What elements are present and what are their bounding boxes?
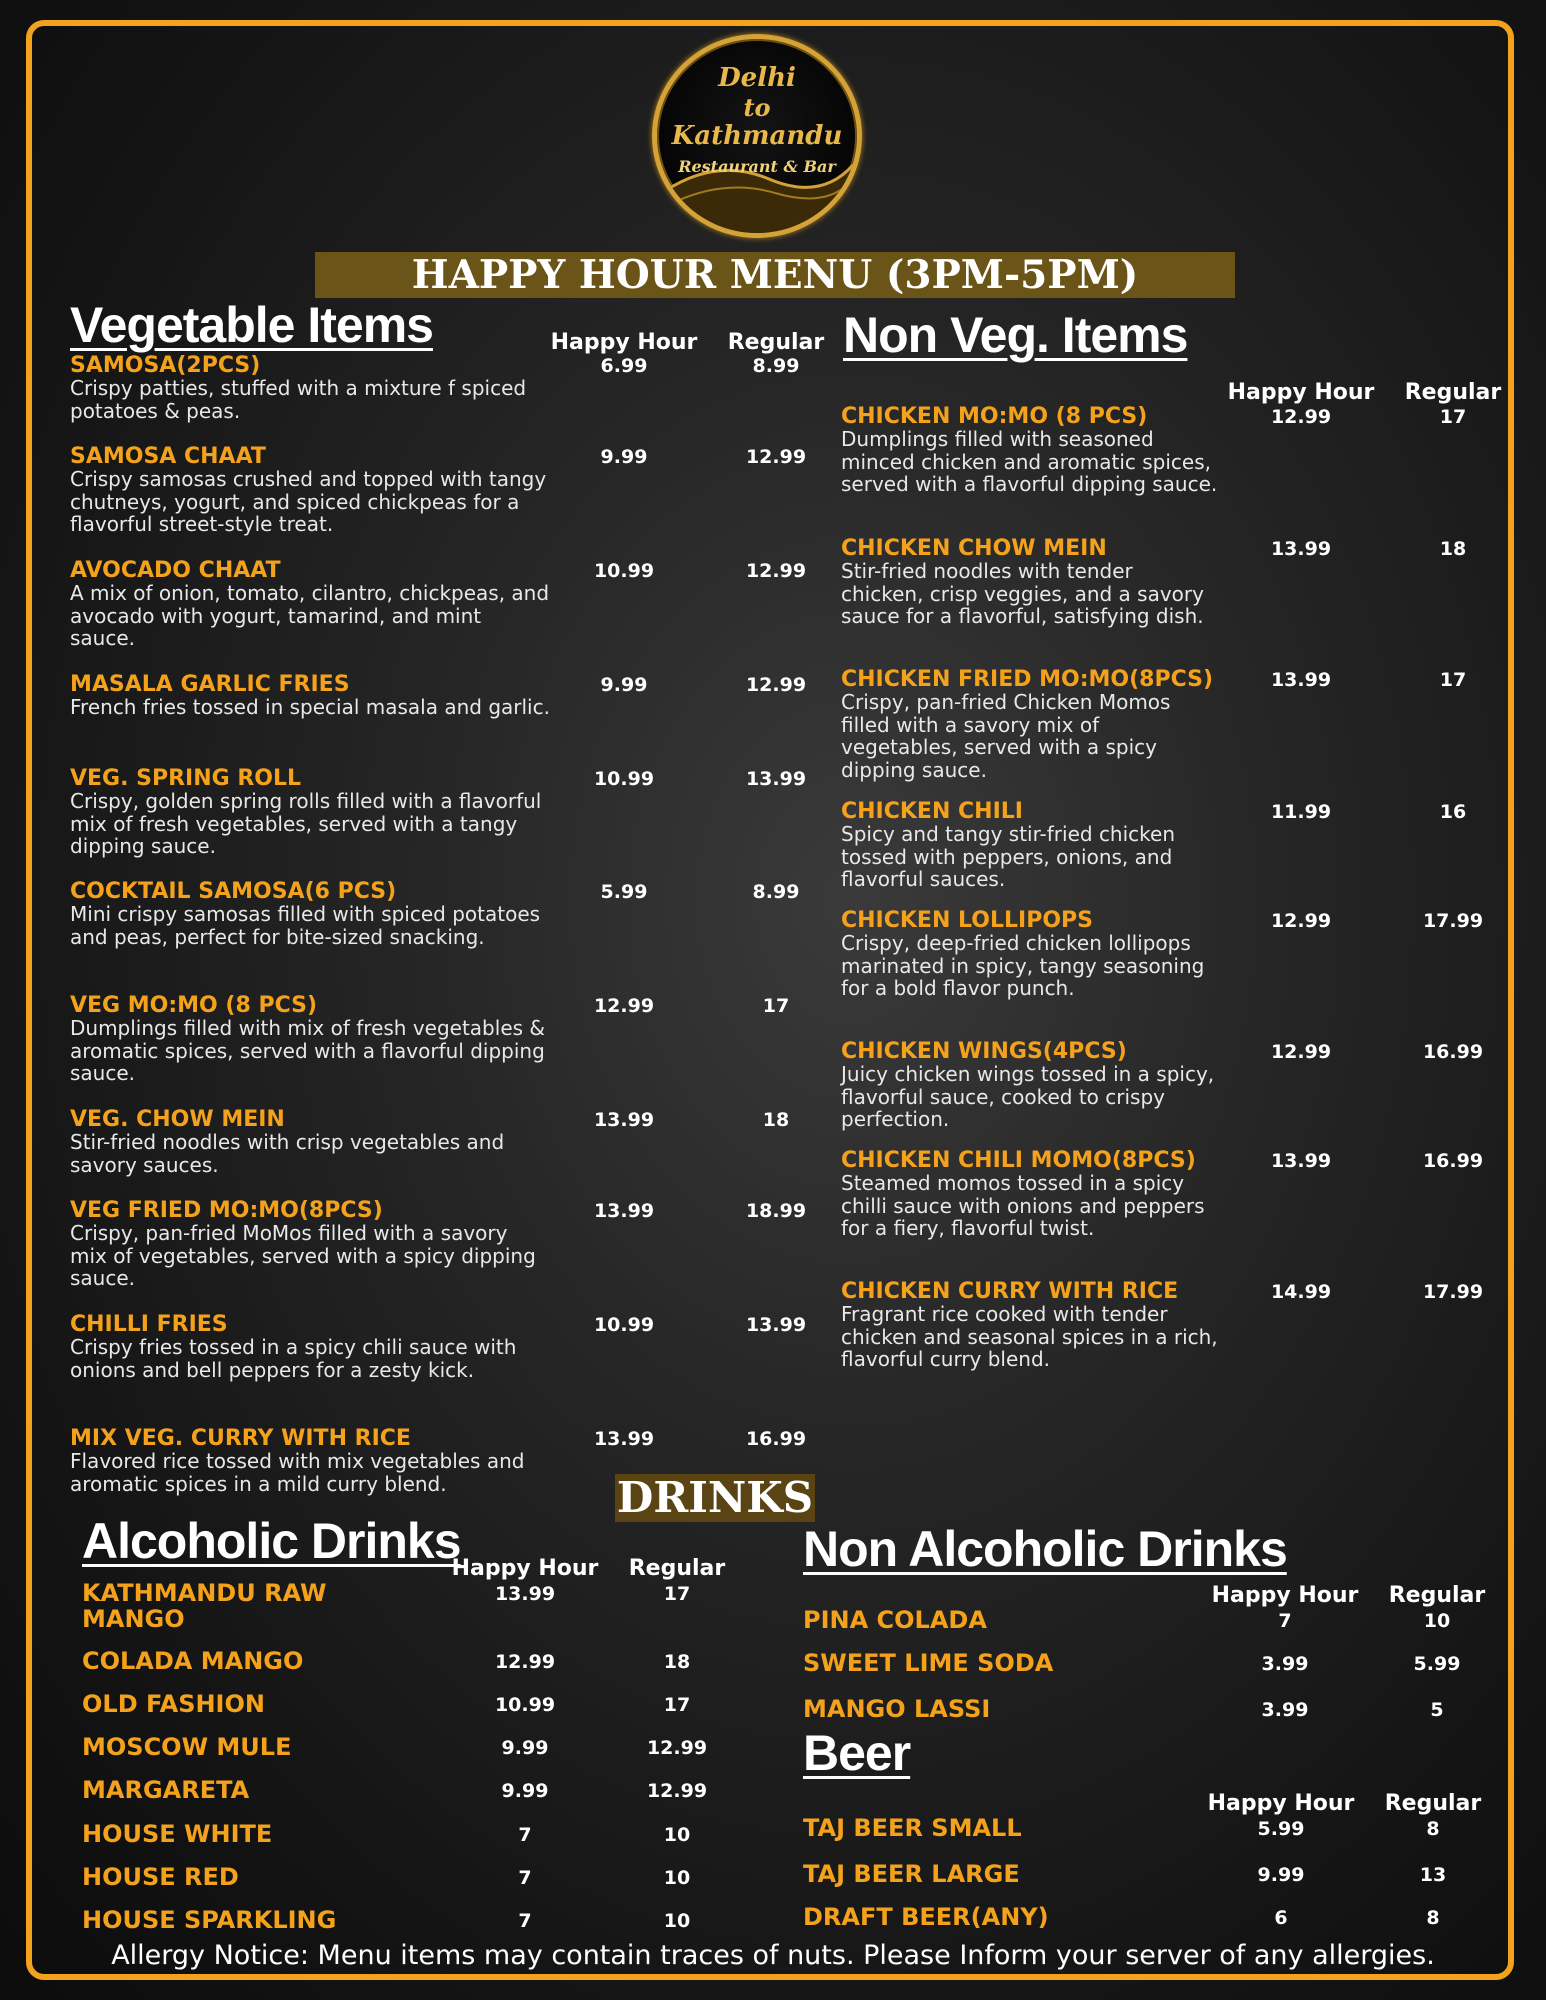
veg-item-regular-price: 17 — [762, 995, 790, 1017]
veg-item-happy-price: 10.99 — [593, 560, 655, 582]
nonveg-item-desc: Spicy and tangy stir-fried chicken tossed with peppers, onions, and flavorful sauces. — [841, 822, 1176, 891]
veg-section-title: Vegetable Items — [70, 297, 433, 353]
veg-item-name: SAMOSA CHAAT — [70, 444, 266, 469]
veg-item-desc: Dumplings filled with mix of fresh vegetables & aromatic spices, served with a flavorful dipping sauce. — [70, 1016, 545, 1085]
nonveg-item-happy-price: 14.99 — [1270, 1281, 1332, 1303]
veg-item-regular-price: 8.99 — [752, 881, 800, 903]
veg-item-name: VEG FRIED MO:MO(8PCS) — [70, 1198, 383, 1223]
alcoholic-item-regular-price: 10 — [663, 1910, 691, 1932]
veg-item-regular-price: 12.99 — [745, 560, 807, 582]
nonveg-item-name: CHICKEN CHOW MEIN — [841, 536, 1107, 561]
alcoholic-item-name: COLADA MANGO — [82, 1647, 304, 1675]
alcoholic-item-regular-price: 12.99 — [646, 1780, 708, 1802]
allergy-notice: Allergy Notice: Menu items may contain traces of nuts. Please Inform your server of any allergies. — [111, 1940, 1435, 1971]
nonalcoholic-item-regular-price: 5.99 — [1413, 1653, 1461, 1675]
veg-item-desc: French fries tossed in special masala and garlic. — [70, 695, 550, 719]
nonveg-item-name: CHICKEN CURRY WITH RICE — [841, 1279, 1179, 1304]
nonalcoholic-item-name: SWEET LIME SODA — [803, 1649, 1054, 1677]
alcoholic-item-name: HOUSE RED — [82, 1863, 239, 1891]
nonveg-col-happy: Happy Hour — [1227, 380, 1375, 405]
alcoholic-item-name: MOSCOW MULE — [82, 1733, 292, 1761]
alcoholic-item-name: HOUSE WHITE — [82, 1820, 273, 1848]
nonalcoholic-col-happy: Happy Hour — [1211, 1583, 1359, 1608]
alcoholic-item-regular-price: 10 — [663, 1824, 691, 1846]
veg-item-desc: Flavored rice tossed with mix vegetables and aromatic spices in a mild curry blend. — [70, 1449, 525, 1496]
beer-item-regular-price: 8 — [1426, 1907, 1440, 1929]
veg-item-desc: A mix of onion, tomato, cilantro, chickpeas, and avocado with yogurt, tamarind, and mint sauce. — [70, 581, 550, 650]
logo-line-2: to — [743, 93, 771, 122]
alcoholic-item-happy-price: 12.99 — [494, 1651, 556, 1673]
veg-item-desc: Crispy patties, stuffed with a mixture f spiced potatoes & peas. — [70, 376, 527, 423]
nonalcoholic-item-name: MANGO LASSI — [803, 1695, 991, 1723]
veg-item-regular-price: 8.99 — [752, 355, 800, 377]
veg-item-happy-price: 12.99 — [593, 995, 655, 1017]
nonveg-item-happy-price: 12.99 — [1270, 406, 1332, 428]
veg-item-regular-price: 16.99 — [745, 1428, 807, 1450]
veg-item-desc: Stir-fried noodles with crisp vegetables and savory sauces. — [70, 1130, 505, 1177]
nonveg-item-name: CHICKEN MO:MO (8 PCS) — [841, 404, 1148, 429]
nonveg-item-regular-price: 17.99 — [1422, 1281, 1484, 1303]
alcoholic-item-name: OLD FASHION — [82, 1690, 265, 1718]
nonveg-col-regular: Regular — [1404, 380, 1502, 405]
nonveg-item-name: CHICKEN LOLLIPOPS — [841, 908, 1093, 933]
logo-line-4: Restaurant & Bar — [678, 157, 836, 176]
alcoholic-item-happy-price: 10.99 — [494, 1694, 556, 1716]
veg-item-name: SAMOSA(2PCS) — [70, 353, 261, 378]
alcoholic-item-happy-price: 9.99 — [501, 1780, 549, 1802]
veg-item-regular-price: 12.99 — [745, 674, 807, 696]
veg-item-happy-price: 13.99 — [593, 1109, 655, 1131]
veg-item-regular-price: 18 — [762, 1109, 790, 1131]
beer-col-regular: Regular — [1384, 1791, 1482, 1816]
veg-item-desc: Crispy, pan-fried MoMos filled with a savory mix of vegetables, served with a spicy dipping sauce. — [70, 1221, 536, 1290]
alcoholic-item-regular-price: 18 — [663, 1651, 691, 1673]
nonveg-item-name: CHICKEN FRIED MO:MO(8PCS) — [841, 667, 1214, 692]
nonveg-item-regular-price: 18 — [1439, 538, 1467, 560]
nonveg-item-regular-price: 16.99 — [1422, 1150, 1484, 1172]
beer-col-happy: Happy Hour — [1207, 1791, 1355, 1816]
alcoholic-item-name: MARGARETA — [82, 1776, 250, 1804]
nonveg-item-desc: Fragrant rice cooked with tender chicken and seasonal spices in a rich, flavorful curry blend. — [841, 1302, 1218, 1371]
nonalcoholic-section-title: Non Alcoholic Drinks — [803, 1521, 1287, 1577]
veg-item-regular-price: 13.99 — [745, 1314, 807, 1336]
veg-item-regular-price: 13.99 — [745, 768, 807, 790]
alcoholic-item-happy-price: 9.99 — [501, 1737, 549, 1759]
nonveg-item-happy-price: 13.99 — [1270, 1150, 1332, 1172]
nonveg-section-title: Non Veg. Items — [843, 307, 1188, 363]
beer-item-name: TAJ BEER LARGE — [803, 1860, 1020, 1888]
nonalcoholic-item-regular-price: 10 — [1423, 1610, 1451, 1632]
logo-line-1: Delhi — [718, 63, 796, 93]
alcoholic-item-regular-price: 17 — [663, 1583, 691, 1605]
alcoholic-item-regular-price: 12.99 — [646, 1737, 708, 1759]
nonveg-item-happy-price: 11.99 — [1270, 801, 1332, 823]
nonveg-item-desc: Crispy, deep-fried chicken lollipops marinated in spicy, tangy seasoning for a bold flavor punch. — [841, 931, 1205, 1000]
alcoholic-item-name: HOUSE SPARKLING — [82, 1906, 337, 1934]
alcoholic-section-title: Alcoholic Drinks — [82, 1513, 461, 1569]
veg-col-happy: Happy Hour — [550, 330, 698, 355]
veg-item-name: MASALA GARLIC FRIES — [70, 672, 350, 697]
nonalcoholic-item-regular-price: 5 — [1430, 1699, 1444, 1721]
beer-item-regular-price: 13 — [1419, 1864, 1447, 1886]
veg-item-regular-price: 12.99 — [745, 446, 807, 468]
nonalcoholic-item-happy-price: 7 — [1278, 1610, 1292, 1632]
veg-item-name: MIX VEG. CURRY WITH RICE — [70, 1426, 411, 1451]
veg-item-name: VEG. CHOW MEIN — [70, 1107, 285, 1132]
nonveg-item-name: CHICKEN WINGS(4PCS) — [841, 1039, 1127, 1064]
alcoholic-item-happy-price: 13.99 — [494, 1583, 556, 1605]
nonveg-item-regular-price: 17 — [1439, 669, 1467, 691]
veg-item-happy-price: 6.99 — [600, 355, 648, 377]
veg-item-desc: Crispy samosas crushed and topped with tangy chutneys, yogurt, and spiced chickpeas for a flavorful street-style treat. — [70, 467, 547, 536]
veg-item-regular-price: 18.99 — [745, 1200, 807, 1222]
veg-item-desc: Mini crispy samosas filled with spiced potatoes and peas, perfect for bite-sized snacking. — [70, 902, 541, 949]
nonveg-item-desc: Crispy, pan-fried Chicken Momos filled with a savory mix of vegetables, served with a spicy dipping sauce. — [841, 690, 1171, 782]
veg-item-happy-price: 13.99 — [593, 1428, 655, 1450]
happy-hour-banner: HAPPY HOUR MENU (3PM-5PM) — [315, 252, 1235, 298]
veg-item-happy-price: 9.99 — [600, 674, 648, 696]
alcoholic-item-regular-price: 17 — [663, 1694, 691, 1716]
nonveg-item-happy-price: 13.99 — [1270, 669, 1332, 691]
logo-line-3: Kathmandu — [671, 121, 843, 151]
nonveg-item-name: CHICKEN CHILI — [841, 799, 1023, 824]
veg-item-name: AVOCADO CHAAT — [70, 558, 281, 583]
nonveg-item-desc: Stir-fried noodles with tender chicken, crisp veggies, and a savory sauce for a flavorful, satisfying dish. — [841, 559, 1204, 628]
nonveg-item-happy-price: 12.99 — [1270, 910, 1332, 932]
veg-item-name: VEG. SPRING ROLL — [70, 766, 302, 791]
nonveg-item-desc: Dumplings filled with seasoned minced chicken and aromatic spices, served with a flavorful dipping sauce. — [841, 427, 1218, 496]
restaurant-logo — [652, 34, 862, 238]
nonveg-item-regular-price: 16.99 — [1422, 1041, 1484, 1063]
veg-col-regular: Regular — [727, 330, 825, 355]
alcoholic-item-happy-price: 7 — [518, 1867, 532, 1889]
nonveg-item-happy-price: 13.99 — [1270, 538, 1332, 560]
veg-item-name: VEG MO:MO (8 PCS) — [70, 993, 318, 1018]
veg-item-happy-price: 10.99 — [593, 1314, 655, 1336]
beer-section-title: Beer — [803, 1725, 911, 1781]
beer-item-name: TAJ BEER SMALL — [803, 1814, 1022, 1842]
beer-item-happy-price: 9.99 — [1257, 1864, 1305, 1886]
nonalcoholic-item-happy-price: 3.99 — [1261, 1653, 1309, 1675]
alcoholic-item-regular-price: 10 — [663, 1867, 691, 1889]
nonveg-item-regular-price: 17 — [1439, 406, 1467, 428]
nonveg-item-desc: Steamed momos tossed in a spicy chilli sauce with onions and peppers for a fiery, flavorful twist. — [841, 1171, 1205, 1240]
veg-item-happy-price: 5.99 — [600, 881, 648, 903]
nonalcoholic-item-name: PINA COLADA — [803, 1606, 987, 1634]
nonveg-item-desc: Juicy chicken wings tossed in a spicy, flavorful sauce, cooked to crispy perfection. — [841, 1062, 1215, 1131]
beer-item-regular-price: 8 — [1426, 1818, 1440, 1840]
alcoholic-item-name: KATHMANDU RAW MANGO — [82, 1579, 327, 1633]
veg-item-happy-price: 9.99 — [600, 446, 648, 468]
nonveg-item-happy-price: 12.99 — [1270, 1041, 1332, 1063]
beer-item-happy-price: 6 — [1274, 1907, 1288, 1929]
nonalcoholic-col-regular: Regular — [1388, 1583, 1486, 1608]
veg-item-desc: Crispy, golden spring rolls filled with a flavorful mix of fresh vegetables, served with a tangy dipping sauce. — [70, 789, 542, 858]
beer-item-name: DRAFT BEER(ANY) — [803, 1903, 1049, 1931]
alcoholic-col-regular: Regular — [628, 1556, 726, 1581]
alcoholic-item-happy-price: 7 — [518, 1824, 532, 1846]
alcoholic-item-happy-price: 7 — [518, 1910, 532, 1932]
nonveg-item-regular-price: 17.99 — [1422, 910, 1484, 932]
beer-item-happy-price: 5.99 — [1257, 1818, 1305, 1840]
veg-item-name: COCKTAIL SAMOSA(6 PCS) — [70, 879, 397, 904]
alcoholic-col-happy: Happy Hour — [451, 1556, 599, 1581]
nonalcoholic-item-happy-price: 3.99 — [1261, 1699, 1309, 1721]
veg-item-happy-price: 13.99 — [593, 1200, 655, 1222]
nonveg-item-regular-price: 16 — [1439, 801, 1467, 823]
veg-item-happy-price: 10.99 — [593, 768, 655, 790]
veg-item-name: CHILLI FRIES — [70, 1312, 228, 1337]
veg-item-desc: Crispy fries tossed in a spicy chili sauce with onions and bell peppers for a zesty kick. — [70, 1335, 517, 1382]
nonveg-item-name: CHICKEN CHILI MOMO(8PCS) — [841, 1148, 1196, 1173]
drinks-banner: DRINKS — [616, 1473, 814, 1522]
